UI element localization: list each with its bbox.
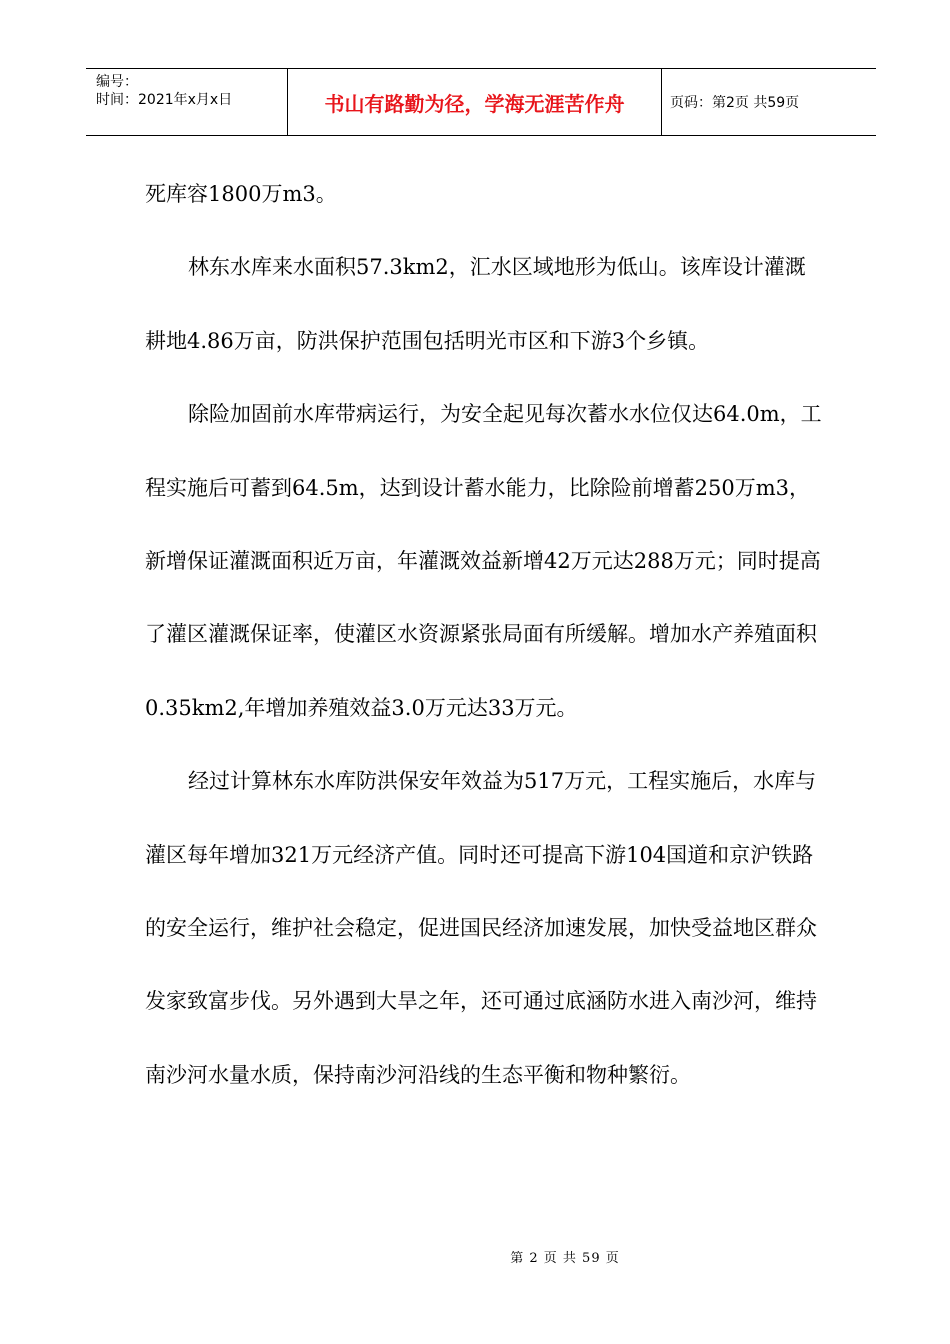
- header-motto: 书山有路勤为径，学海无涯苦作舟: [288, 69, 662, 135]
- document-body: [145, 158, 825, 1112]
- paragraph-4: 经过计算林东水库防洪保安年效益为517万元，工程实施后，水库与灌区每年增加321万元经济产值。同时还可提高下游104国道和京沪铁路的安全运行，维护社会稳定，促进国民经济加速发展，加快受益地区群众发家致富步伐。另外遇到大旱之年，还可通过底涵防水进入南沙河，维持南沙河水量水质，保持南沙河沿线的生态平衡和物种繁衍。: [145, 769, 817, 1087]
- page-footer: 第 2 页 共 59 页: [510, 1251, 620, 1266]
- document-number-label: 编号：: [96, 74, 138, 90]
- header-page-info: 页码：第2页 共59页: [670, 95, 800, 111]
- paragraph-3: 除险加固前水库带病运行，为安全起见每次蓄水水位仅达64.0m，工程实施后可蓄到64.5m，达到设计蓄水能力，比除险前增蓄250万m3，新增保证灌溉面积近万亩，年灌溉效益新增42万元达288万元；同时提高了灌区灌溉保证率，使灌区水资源紧张局面有所缓解。增加水产养殖面积0.35km2,年增加养殖效益3.0万元达33万元。: [145, 402, 822, 720]
- page-header: [86, 68, 876, 136]
- paragraph-1: 死库容1800万m3。: [145, 182, 337, 206]
- document-time: 时间：2021年x月x日: [96, 92, 233, 108]
- paragraph-2: 林东水库来水面积57.3km2，汇水区域地形为低山。该库设计灌溉耕地4.86万亩，防洪保护范围包括明光市区和下游3个乡镇。: [145, 255, 806, 353]
- header-meta: [86, 69, 288, 135]
